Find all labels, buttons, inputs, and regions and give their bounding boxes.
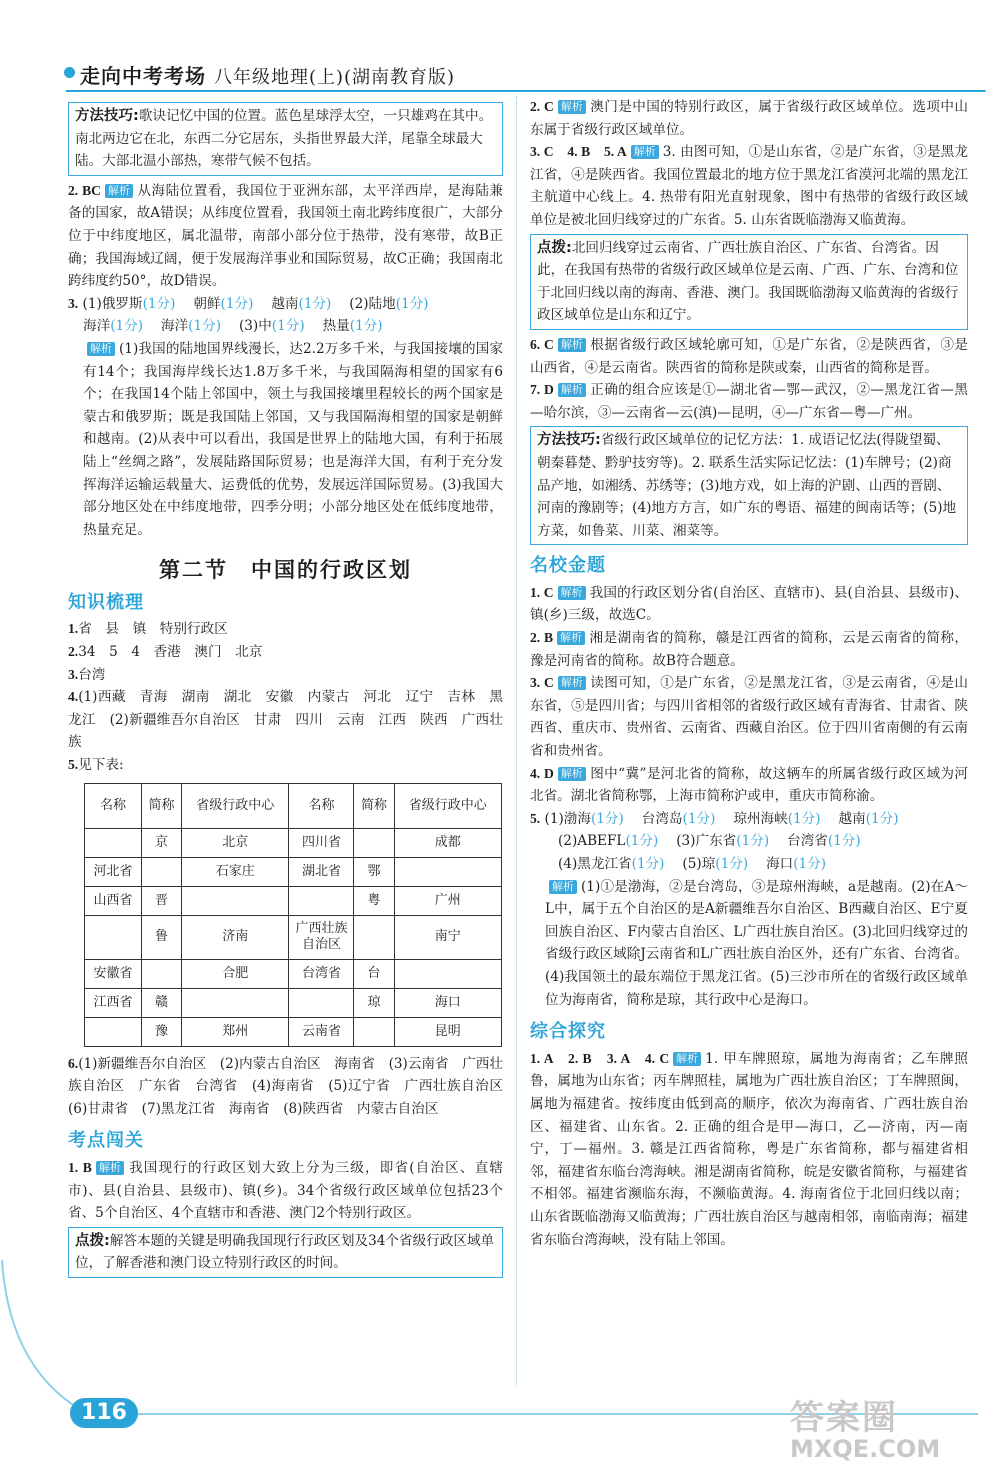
table-cell: 晋 (141, 886, 181, 915)
subsection-knowledge: 知识梳理 (68, 591, 144, 613)
score-mark: (1分) (110, 318, 144, 335)
table-cell (289, 988, 354, 1017)
corner-swoosh (0, 1260, 140, 1460)
table-cell (141, 959, 181, 988)
answer-number: 6. C (530, 336, 554, 352)
hint-box (530, 234, 968, 330)
checkpoint-7 (530, 379, 968, 424)
answer-text: (3)广东省 (676, 833, 737, 850)
table-cell (354, 828, 394, 857)
box-title: 方法技巧: (75, 108, 139, 124)
item-text: 见下表: (78, 757, 124, 774)
answer-number: 1. C (530, 584, 554, 600)
box-title: 方法技巧: (537, 432, 601, 449)
box-text: 北回归线穿过云南省、广西壮族自治区、广东省、台湾省。因此，在我国有热带的省级行政区域单位是云南、广西、广东、台湾和位于北回归线以南的海南、香港、澳门。我国既临渤海又临黄海的省级行政区域单位是山东和辽宁。 (537, 239, 959, 324)
province-table (84, 783, 502, 1047)
header-bullet (64, 67, 75, 78)
item-text: 34 5 4 香港 澳门 北京 (78, 644, 263, 661)
answer-number: 4. D (530, 765, 554, 781)
table-cell: 海口 (394, 988, 501, 1017)
checkpoint-1 (68, 1157, 503, 1225)
table-row (85, 959, 502, 988)
table-cell (85, 915, 142, 959)
table-cell (394, 857, 501, 886)
header-subtitle: 八年级地理(上)(湖南教育版) (213, 67, 456, 88)
table-header: 名称 (289, 783, 354, 828)
score-mark: (1分) (625, 833, 659, 850)
subsection-comprehensive: 综合探究 (530, 1021, 606, 1043)
table-cell: 四川省 (289, 828, 354, 857)
score-mark: (1分) (349, 318, 383, 335)
table-cell: 赣 (141, 988, 181, 1017)
answer-text: (1)渤海 (544, 810, 591, 827)
table-header: 省级行政中心 (182, 783, 289, 828)
method-tip-box (530, 426, 968, 545)
table-cell: 粤 (354, 886, 394, 915)
table-cell: 南宁 (394, 915, 501, 959)
table-cell: 石家庄 (182, 857, 289, 886)
analysis-text: (1)我国的陆地国界线漫长，达2.2万多千米，与我国接壤的国家有14个；我国海岸线长达1.8万多千米，与我国隔海相望的国家有6个；在我国14个陆上邻国中，领土与我国接壤里程较长的两个国家是蒙古和俄罗斯；既是我国陆上邻国，又与我国隔海相望的国家是朝鲜和越南。(2)从表中可以看出，我国是世界上的陆地大国，有利于拓展陆上“丝绸之路”，发展陆路国际贸易；也是海洋大国，有利于充分发挥海洋运输运载量大、运费低的优势，发展远洋国际贸易。(3)我国大部分地区处在中纬度地带，四季分明；小部分地区处在低纬度地带，热量充足。 (83, 340, 503, 538)
famous-4 (530, 763, 968, 808)
table-cell: 昆明 (394, 1017, 501, 1046)
analysis-badge: 解析 (631, 145, 659, 159)
item-number: 5. (68, 757, 79, 773)
item-number: 3. (68, 666, 79, 682)
table-cell: 广州 (394, 886, 501, 915)
table-cell (85, 1017, 142, 1046)
score-mark: (1分) (682, 810, 716, 827)
score-mark: (1分) (736, 833, 770, 850)
famous-1 (530, 582, 968, 627)
table-header: 省级行政中心 (394, 783, 501, 828)
answer-number: 7. D (530, 382, 554, 398)
answer-text: 越南 (838, 810, 866, 827)
table-cell: 云南省 (289, 1017, 354, 1046)
box-text: 解答本题的关键是明确我国现行行政区划及34个省级行政区域单位，了解香港和澳门设立特别行政区的时间。 (75, 1232, 495, 1272)
checkpoint-6 (530, 334, 968, 379)
famous-5 (530, 808, 968, 1011)
score-mark: (1分) (220, 295, 254, 312)
comprehensive-1-4 (530, 1048, 968, 1251)
analysis-badge: 解析 (557, 631, 585, 645)
analysis-badge: 解析 (87, 342, 115, 356)
answer-text: (3)中 (238, 318, 272, 335)
left-column (68, 100, 517, 1282)
knowledge-1 (68, 618, 503, 641)
item-number: 6. (68, 1055, 79, 1071)
table-header: 简称 (141, 783, 181, 828)
table-cell: 成都 (394, 828, 501, 857)
table-cell: 豫 (141, 1017, 181, 1046)
knowledge-2 (68, 641, 503, 664)
header-book-title: 走向中考考场 (80, 64, 206, 88)
table-cell (289, 886, 354, 915)
answer-text: 海口 (766, 856, 794, 872)
score-mark: (1分) (631, 856, 665, 872)
subsection-famous-school: 名校金题 (530, 555, 606, 577)
answer-text: (2)ABEFL (558, 833, 626, 850)
table-cell (354, 915, 394, 959)
analysis-text: 图中“冀”是河北省的简称，故这辆车的所属省级行政区域为河北省。湖北省简称鄂，上海市简称沪或申，重庆市简称渝。 (530, 765, 968, 805)
table-row (85, 828, 502, 857)
page-number: 116 (70, 1398, 138, 1428)
answer-number: 5. (530, 810, 541, 826)
answer-number: 1. A 2. B 3. A 4. C (530, 1050, 670, 1066)
answer-text: (5)琼 (682, 856, 716, 872)
table-cell (182, 988, 289, 1017)
box-title: 点拨: (75, 1232, 110, 1249)
table-cell: 台湾省 (289, 959, 354, 988)
knowledge-4 (68, 686, 503, 754)
watermark (790, 1390, 940, 1463)
table-row (85, 1017, 502, 1046)
table-cell: 京 (141, 828, 181, 857)
box-title: 点拨: (537, 239, 572, 256)
item-number: 2. (68, 644, 79, 660)
answer-number: 3. C 4. B 5. A (530, 144, 627, 160)
analysis-badge: 解析 (558, 586, 586, 600)
table-header: 简称 (354, 783, 394, 828)
checkpoint-2 (530, 96, 968, 141)
analysis-badge: 解析 (96, 1161, 124, 1175)
table-cell: 山西省 (85, 886, 142, 915)
table-header-row (85, 783, 502, 828)
method-tip-box (68, 102, 503, 176)
analysis-text: 1. 甲车牌照琼，属地为海南省；乙车牌照鲁，属地为山东省；丙车牌照桂，属地为广西壮族自治区；丁车牌照闽，属地为福建省。按纬度由低到高的顺序，依次为海南省、广西壮族自治区、福建省、山东省。2. 正确的组合是甲—海口，乙—济南，丙—南宁，丁—福州。3. 赣是江西省简称，粤是广东省简称，都与福建省相邻，福建省东临台湾海峡。湘是湖南省简称，皖是安徽省简称，与福建省不相邻。福建省濒临东海，不濒临黄海。4. 海南省位于北回归线以南；山东省既临渤海又临黄海；广西壮族自治区与越南相邻，南临南海；福建省东临台湾海峡，没有陆上邻国。 (530, 1050, 968, 1248)
subsection-checkpoint: 考点闯关 (68, 1130, 144, 1152)
table-cell: 广西壮族自治区 (289, 915, 354, 959)
answer-text: 海洋 (160, 318, 189, 335)
answer-text: (1)俄罗斯 (82, 295, 143, 312)
answer-number: 3. (68, 295, 79, 311)
table-row (85, 988, 502, 1017)
score-mark: (1分) (142, 295, 176, 312)
knowledge-5 (68, 754, 503, 777)
knowledge-3 (68, 664, 503, 687)
answer-number: 1. B (68, 1160, 92, 1175)
item-text: 省 县 镇 特别行政区 (78, 621, 228, 638)
table-cell: 鲁 (141, 915, 181, 959)
table-cell: 合肥 (182, 959, 289, 988)
item-number: 4. (68, 689, 79, 705)
answer-number: 3. C (530, 675, 554, 691)
analysis-badge: 解析 (549, 880, 577, 894)
answer-3 (68, 293, 503, 542)
analysis-text: 正确的组合应该是①—湖北省—鄂—武汉，②—黑龙江省—黑—哈尔滨，③—云南省—云(滇)—昆明，④—广东省—粤—广州。 (530, 382, 968, 421)
score-mark: (1分) (793, 856, 827, 872)
answer-number: 2. BC (68, 182, 101, 198)
analysis-badge: 解析 (558, 676, 586, 690)
score-mark: (1分) (827, 833, 861, 850)
table-cell (141, 857, 181, 886)
score-mark: (1分) (590, 810, 624, 827)
answer-text: 台湾岛 (641, 810, 683, 827)
answer-number: 2. B (530, 630, 554, 646)
analysis-badge: 解析 (558, 383, 586, 397)
analysis-text: 湘是湖南省的简称，赣是江西省的简称，云是云南省的简称，豫是河南省的简称。故B符合题意。 (530, 630, 968, 669)
table-cell (394, 959, 501, 988)
analysis-text: 读图可知，①是广东省，②是黑龙江省，③是云南省，④是山东省，⑤是四川省；与四川省相邻的省级行政区域有青海省、甘肃省、陕西省、重庆市、贵州省、云南省、西藏自治区。位于四川省南侧的有云南省和贵州省。 (530, 675, 968, 760)
item-text: (1)西藏 青海 湖南 湖北 安徽 内蒙古 河北 辽宁 吉林 黑龙江 (2)新疆维吾尔自治区 甘肃 四川 云南 江西 陕西 广西壮族 (68, 689, 503, 751)
column-divider (516, 96, 517, 1386)
score-mark: (1分) (188, 318, 222, 335)
table-cell: 济南 (182, 915, 289, 959)
page-header (80, 60, 455, 89)
answer-text: 海洋 (83, 318, 111, 335)
section-title: 第二节 中国的行政区划 (159, 558, 412, 583)
table-cell: 湖北省 (289, 857, 354, 886)
answer-number: 2. C (530, 99, 554, 114)
answer-text: 越南 (271, 295, 299, 312)
score-mark: (1分) (271, 318, 305, 335)
analysis-badge: 解析 (673, 1052, 701, 1066)
analysis-text: 澳门是中国的特别行政区，属于省级行政区域单位。选项中山东属于省级行政区域单位。 (530, 99, 968, 138)
table-cell: 河北省 (85, 857, 142, 886)
table-cell: 鄂 (354, 857, 394, 886)
answer-text: (2)陆地 (349, 295, 396, 312)
item-number: 1. (68, 621, 79, 637)
watermark-text: 答案圈 (790, 1398, 898, 1438)
analysis-text: 我国现行的行政区划大致上分为三级，即省(自治区、直辖市)、县(自治县、县级市)、镇(乡)。34个省级行政区域单位包括23个省、5个自治区、4个直辖市和香港、澳门2个特别行政区。 (68, 1160, 503, 1222)
analysis-text: 根据省级行政区域轮廓可知，①是广东省，②是陕西省，③是山西省，④是云南省。陕西省的简称是陕或秦，山西省的简称是晋。 (530, 336, 968, 376)
table-cell: 江西省 (85, 988, 142, 1017)
answer-2 (68, 180, 503, 293)
score-mark: (1分) (865, 810, 899, 827)
box-text: 歌诀记忆中国的位置。蓝色星球浮太空，一只雄鸡在其中。南北两边它在北，东西二分它居东，头指世界最大洋，尾靠全球最大陆。大部北温小部热，寒带气候不包括。 (75, 108, 493, 170)
answer-text: 琼州海峡 (733, 810, 788, 827)
table-header: 名称 (85, 783, 142, 828)
analysis-text: 3. 由图可知，①是山东省，②是广东省，③是黑龙江省，④是陕西省。我国位置最北的地方位于黑龙江省漠河北端的黑龙江主航道中心线上。4. 热带有阳光直射现象，图中有热带的省级行政区域单位是被北回归线穿过的广东省。5. 山东省既临渤海又临黄海。 (530, 144, 968, 228)
watermark-url: MXQE.COM (790, 1435, 941, 1463)
analysis-text: 从海陆位置看，我国位于亚洲东部，太平洋西岸，是海陆兼备的国家，故A错误；从纬度位置看，我国领土南北跨纬度很广，大部分位于中纬度地区，属北温带，南部小部分位于热带，没有寒带，故B正确；我国海域辽阔，便于发展海洋事业和国际贸易，故C正确；我国南北跨纬度约50°，故D错误。 (68, 182, 503, 290)
table-cell: 郑州 (182, 1017, 289, 1046)
analysis-badge: 解析 (105, 184, 133, 198)
header-rule (66, 90, 986, 92)
analysis-text: 我国的行政区划分省(自治区、直辖市)、县(自治县、县级市)、镇(乡)三级，故选C。 (530, 584, 968, 624)
famous-2 (530, 627, 968, 672)
table-cell: 台 (354, 959, 394, 988)
answer-text: 朝鲜 (193, 295, 221, 312)
item-text: 台湾 (78, 666, 106, 683)
knowledge-6 (68, 1053, 517, 1121)
analysis-badge: 解析 (558, 338, 586, 352)
analysis-text: (1)①是渤海，②是台湾岛，③是琼州海峡，a是越南。(2)在A～L中，属于五个自治区的是A新疆维吾尔自治区、B西藏自治区、E宁夏回族自治区、F内蒙古自治区、L广西壮族自治区。(3)北回归线穿过的省级行政区域除J云南省和L广西壮族自治区外，还有广东省、台湾省。(4)我国领土的最东端位于黑龙江省。(5)三沙市所在的省级行政区域单位为海南省，简称是琼，其行政中心是海口。 (545, 878, 968, 1008)
famous-3 (530, 672, 968, 762)
box-text: 省级行政区域单位的记忆方法：1. 成语记忆法(得陇望蜀、朝秦暮楚、黔驴技穷等)。2. 联系生活实际记忆法：(1)车牌号；(2)商品产地，如湘绣、苏绣等；(3)地方戏，如上海的沪剧、山西的晋剧、河南的豫剧等；(4)地方方言，如广东的粤语、福建的闽南话等；(5)地方菜，如鲁菜、川菜、湘菜等。 (537, 432, 957, 539)
table-row (85, 915, 502, 959)
table-cell: 琼 (354, 988, 394, 1017)
score-mark: (1分) (298, 295, 332, 312)
table-cell (182, 886, 289, 915)
analysis-badge: 解析 (558, 100, 586, 114)
score-mark: (1分) (395, 295, 429, 312)
table-cell: 北京 (182, 828, 289, 857)
answer-text: (4)黑龙江省 (558, 856, 632, 872)
item-text: (1)新疆维吾尔自治区 (2)内蒙古自治区 海南省 (3)云南省 广西壮族自治区 广东省 台湾省 (4)海南省 (5)辽宁省 广西壮族自治区 (6)甘肃省 (7)黑龙江省 海南省 (8)陕西省 内蒙古自治区 (68, 1055, 517, 1117)
table-row (85, 886, 502, 915)
table-cell: 安徽省 (85, 959, 142, 988)
score-mark: (1分) (715, 856, 749, 872)
answer-text: 热量 (322, 318, 350, 335)
table-row (85, 857, 502, 886)
right-column (530, 96, 968, 1251)
score-mark: (1分) (787, 810, 821, 827)
table-cell (85, 828, 142, 857)
answer-text: 台湾省 (787, 833, 828, 850)
analysis-badge: 解析 (558, 767, 586, 781)
table-cell (354, 1017, 394, 1046)
checkpoint-3-5 (530, 141, 968, 231)
